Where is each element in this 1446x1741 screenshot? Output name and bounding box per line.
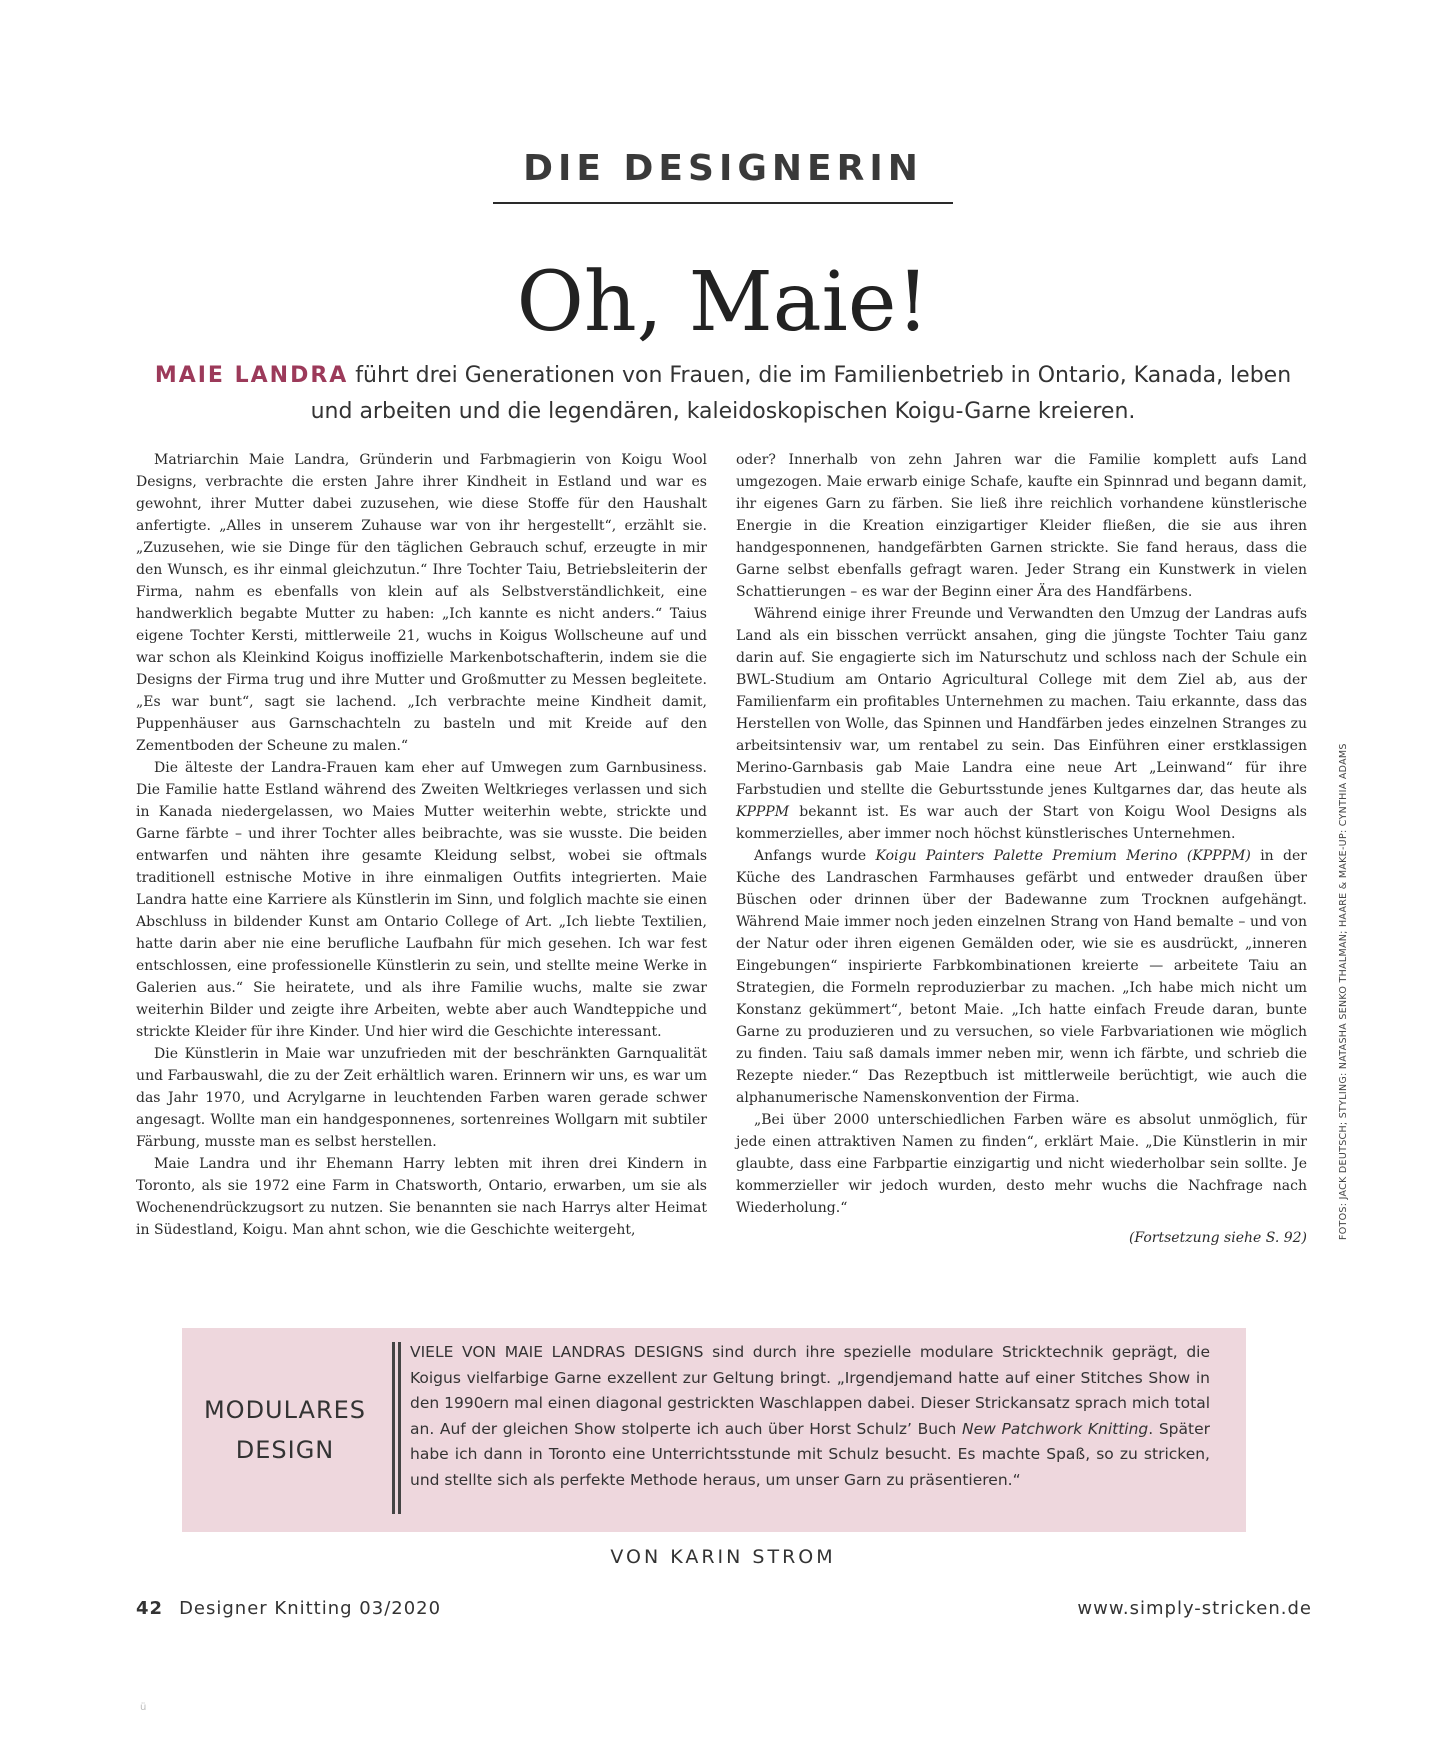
article-paragraph: Matriarchin Maie Landra, Gründerin und Farbmagierin von Koigu Wool Designs, verbrachte die ersten Jahre ihrer Kindheit in Estland und war es gewohnt, ihrer Mutter dabei zuzusehen, wie diese Stoffe für den Haushalt anfertigte. „Alles in unserem Zuhause war von ihr hergestellt“, erzählt sie. „Zuzusehen, wie sie Dinge für den täglichen Gebrauch schuf, erzeugte in mir den Wunsch, es ihr einmal gleichzutun.“ Ihre Tochter Taiu, Betriebsleiterin der Firma, nahm es ebenfalls von klein auf als Selbstverständlichkeit, eine handwerklich begabte Mutter zu haben: „Ich kannte es nicht anders.“ Taius eigene Tochter Kersti, mittlerweile 21, wuchs in Koigus Wollscheune auf und war schon als Kleinkind Koigus inoffizielle Markenbotschafterin, indem sie die Designs der Firma trug und ihre Mutter und Großmutter zu Messen begleitete. „Es war bunt“, sagt sie lachend. „Ich verbrachte meine Kindheit damit, Puppenhäuser aus Garnschachteln zu basteln und mit Kreide auf den Zementboden der Scheune zu malen.“ bbox=[136, 452, 707, 754]
magazine-name: Designer Knitting 03/2020 bbox=[179, 1598, 442, 1619]
sidebar-text bbox=[410, 1340, 1210, 1493]
article-text: bekannt ist. Es war auch der Start von Koigu Wool Designs als kommerzielles, aber immer noch höchst künstlerisches Unternehmen. bbox=[736, 804, 1307, 842]
sidebar-heading-line: DESIGN bbox=[235, 1436, 335, 1464]
article-paragraph bbox=[736, 603, 1307, 845]
sidebar-heading-line: MODULARES bbox=[203, 1396, 367, 1424]
footer-left bbox=[136, 1598, 441, 1619]
section-title-rule bbox=[493, 202, 953, 204]
page-number: 42 bbox=[136, 1598, 164, 1619]
article-paragraph: Maie Landra und ihr Ehemann Harry lebten mit ihren drei Kindern in Toronto, als sie 1972 eine Farm in Chatsworth, Ontario, erwarben, um sie als Wochenendrückzugsort zu nutzen. Sie benannten sie nach Harrys alter Heimat in Südestland, Koigu. Man ahnt schon, wie die Geschichte weitergeht, bbox=[136, 1156, 707, 1238]
article-italic: Koigu Painters Palette Premium Merino (KPPPM) bbox=[875, 848, 1251, 864]
article-paragraph: „Bei über 2000 unterschiedlichen Farben wäre es absolut unmöglich, für jede einen attraktiven Namen zu finden“, erklärt Maie. „Die Künstlerin in mir glaubte, dass eine Farbpartie einzigartig und nicht wiederholbar sein sollte. Je kommerzieller wir jedoch wurden, desto mehr wuchs die Nachfrage nach Wiederholung.“ bbox=[736, 1112, 1307, 1216]
sidebar-book-title: New Patchwork Knitting bbox=[962, 1419, 1149, 1438]
sidebar-box bbox=[182, 1328, 1246, 1532]
deck-text: führt drei Generationen von Frauen, die im Familienbetrieb in Ontario, Kanada, leben und arbeiten und die legendären, kaleidoskopischen Koigu-Garne kreieren. bbox=[310, 363, 1292, 424]
article-text: Während einige ihrer Freunde und Verwandten den Umzug der Landras aufs Land als ein bisschen verrückt ansahen, ging die jüngste Tochter Taiu ganz darin auf. Sie engagierte sich im Naturschutz und schloss nach der Schule ein BWL-Studium am Ontario Agricultural College mit dem Ziel ab, aus der Familienfarm ein profitables Unternehmen zu machen. Taiu erkannte, dass das Herstellen von Wolle, das Spinnen und Handfärben jedes einzelnen Stranges zu arbeitsintensiv war, um rentabel zu sein. Das Einführen einer erstklassigen Merino-Garnbasis gab Maie Landra eine neue Art „Leinwand“ für ihre Farbstudien und stellte die Geburtsstunde jenes Kultgarnes dar, das heute als bbox=[736, 606, 1307, 798]
headline: Oh, Maie! bbox=[516, 255, 930, 350]
sidebar-heading bbox=[182, 1390, 388, 1470]
photo-credit: FOTOS: JACK DEUTSCH; STYLING: NATASHA SENKO THALMAN; HAARE & MAKE-UP: CYNTHIA ADAMS bbox=[1338, 743, 1349, 1240]
website-link[interactable]: www.simply-stricken.de bbox=[1077, 1598, 1312, 1619]
article-paragraph bbox=[736, 845, 1307, 1109]
corner-mark: ü bbox=[140, 1702, 147, 1713]
article-paragraph: Die älteste der Landra-Frauen kam eher auf Umwegen zum Garnbusiness. Die Familie hatte Estland während des Zweiten Weltkrieges verlassen und sich in Kanada niedergelassen, wo Maies Mutter weiterhin webte, strickte und Garne färbte – und ihrer Tochter alles beibrachte, was sie wusste. Die beiden entwarfen und nähten ihre gesamte Kleidung selbst, wobei sie oftmals traditionell estnische Motive in ihre einmaligen Outfits integrierten. Maie Landra hatte eine Karriere als Künstlerin im Sinn, und folglich machte sie einen Abschluss in bildender Kunst am Ontario College of Art. „Ich liebte Textilien, hatte darin aber nie eine berufliche Laufbahn für mich gesehen. Ich war fest entschlossen, eine professionelle Künstlerin zu sein, und stellte meine Werke in Galerien aus.“ Sie heiratete, und als ihre Familie wuchs, malte sie zwar weiterhin Bilder und zeigte ihre Arbeiten, webte aber auch Wandteppiche und strickte Kleider für ihre Kinder. Und hier wird die Geschichte interessant. bbox=[136, 760, 707, 1040]
sidebar-divider bbox=[392, 1342, 395, 1514]
article-column-left bbox=[136, 449, 707, 1241]
sidebar-text-part: VIELE VON MAIE LANDRAS DESIGNS sind durch ihre spezielle modulare Stricktechnik geprägt, die Koigus vielfarbige Garne exzellent zur Geltung bringt. „Irgendjemand hatte auf einer Stitches Show in den 1990ern mal einen diagonal gestrickten Waschlappen dabei. Dieser Strickansatz sprach mich total an. Auf der gleichen Show stolperte ich auch über Horst Schulz’ Buch bbox=[410, 1343, 1210, 1438]
article-text: Anfangs wurde bbox=[754, 848, 876, 864]
article-paragraph: oder? Innerhalb von zehn Jahren war die Familie komplett aufs Land umgezogen. Maie erwarb einige Schafe, kaufte ein Spinnrad und begann damit, ihr eigenes Garn zu färben. Sie ließ ihre reichlich vorhandene künstlerische Energie in die Kreation einzigartiger Kleider fließen, die sie aus ihren handgesponnenen, handgefärbten Garnen strickte. Sie fand heraus, dass die Garne selbst ebenfalls gefragt waren. Jeder Strang ein Kunstwerk in vielen Schattierungen – es war der Beginn einer Ära des Handfärbens. bbox=[736, 452, 1307, 600]
deck-name: MAIE LANDRA bbox=[154, 363, 349, 388]
sidebar-text-part: . Später habe ich dann in Toronto eine Unterrichtsstunde mit Schulz besucht. Es machte Spaß, so zu stricken, und stellte sich als perfekte Methode heraus, um unser Garn zu präsentieren.“ bbox=[410, 1419, 1210, 1489]
section-title: DIE DESIGNERIN bbox=[523, 148, 923, 189]
article-column-right bbox=[736, 449, 1307, 1249]
article-text: in der Küche des Landraschen Farmhauses gefärbt und entweder draußen über Büschen oder drinnen über der Badewanne zum Trocknen aufgehängt. Während Maie immer noch jeden einzelnen Strang von Hand bemalte – und von der Natur oder ihren eigenen Gemälden oder, wie sie es ausdrückt, „inneren Eingebungen“ inspirierte Farbkombinationen kreierte — arbeitete Taiu an Strategien, die Formeln reproduzierbar zu machen. „Ich habe mich nicht um Konstanz gekümmert“, betont Maie. „Ich hatte einfach Freude daran, bunte Garne zu produzieren und zu versuchen, so viele Farbvariationen wie möglich zu finden. Taiu saß damals immer neben mir, wenn ich färbte, und schrieb die Rezepte nieder.“ Das Rezeptbuch ist mittlerweile berüchtigt, wie auch die alphanumerische Namenskonvention der Firma. bbox=[736, 848, 1307, 1106]
article-paragraph: Die Künstlerin in Maie war unzufrieden mit der beschränkten Garnqualität und Farbauswahl, die zu der Zeit erhältlich waren. Erinnern wir uns, es war um das Jahr 1970, und Acrylgarne in leuchtenden Farben waren gerade schwer angesagt. Wollte man ein handgesponnenes, sortenreines Wollgarn mit subtiler Färbung, musste man es selbst herstellen. bbox=[136, 1046, 707, 1150]
sidebar-divider bbox=[398, 1342, 401, 1514]
deck bbox=[150, 358, 1296, 430]
byline: VON KARIN STROM bbox=[610, 1546, 836, 1568]
continued-note: (Fortsetzung siehe S. 92) bbox=[1128, 1230, 1307, 1246]
article-italic: KPPPM bbox=[736, 804, 790, 820]
